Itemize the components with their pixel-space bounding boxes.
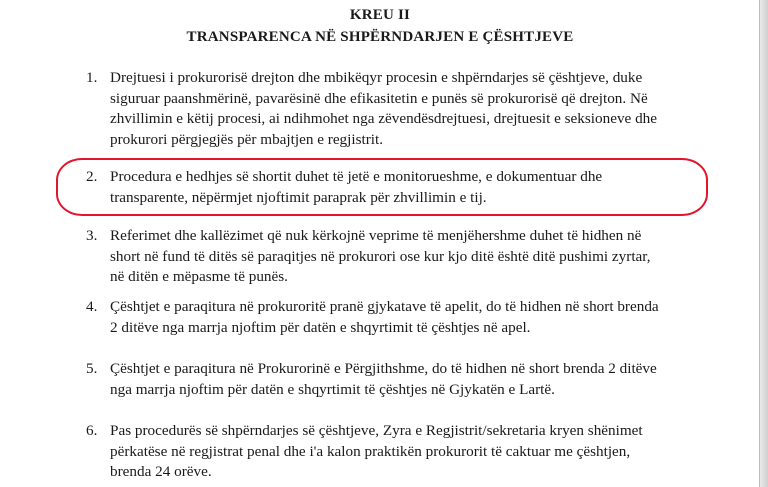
- item-text: [110, 421, 686, 483]
- item-line: zhvillimin e këtij procesi, ai ndihmohet nga zëvendësdrejtuesi, drejtuesit e seksioneve dhe: [110, 110, 658, 127]
- item-line: përkatëse në regjistrat penal dhe i'a kalon praktikën prokurorit të caktuar me çështjen,: [110, 442, 631, 460]
- item-line: Pas procedurës së shpërndarjes së çështjeve, Zyra e Regjistrit/sekretaria kryen shënimet: [110, 422, 643, 439]
- item-text: [110, 68, 686, 150]
- item-line: Procedura e hedhjes së shortit duhet të jetë e monitorueshme, e dokumentuar dhe: [110, 168, 603, 185]
- item-number: 4.: [86, 298, 98, 315]
- chapter-title: TRANSPARENCA NË SHPËRNDARJEN E ÇËSHTJEVE: [186, 29, 574, 45]
- item-number: 2.: [86, 168, 98, 185]
- item-line: 2 ditëve nga marrja njoftim për datën e shqyrtimit të çështjes në apel.: [110, 318, 531, 336]
- item-text: [110, 226, 686, 288]
- item-text: [110, 297, 686, 338]
- item-line: Çështjet e paraqitura në Prokurorinë e Përgjithshme, do të hidhen në short brenda 2 ditëve: [110, 360, 657, 377]
- item-text: [110, 167, 686, 208]
- item-number: 5.: [86, 360, 98, 377]
- item-line: Drejtuesi i prokurorisë drejton dhe mbikëqyr procesin e shpërndarjes së çështjeve, duke: [110, 69, 643, 86]
- item-number: 6.: [86, 422, 98, 439]
- item-line: transparente, nëpërmjet njoftimit paraprak për zhvillimin e tij.: [110, 188, 487, 206]
- item-line: prokurori përgjegjës për mbajtjen e regjistrit.: [110, 130, 384, 148]
- chapter-heading: KREU II: [349, 7, 411, 23]
- page-edge: [759, 0, 768, 487]
- item-line: short në fund të ditës së paraqitjes në prokurori ose kur kjo ditë është ditë pushimi zyrtar,: [110, 247, 651, 265]
- item-line: Referimet dhe kallëzimet që nuk kërkojnë veprime të menjëhershme duhet të hidhen në: [110, 227, 642, 244]
- item-line: nga marrja njoftim për datën e shqyrtimit të çështjes në Gjykatën e Lartë.: [110, 380, 555, 398]
- item-text: [110, 359, 686, 400]
- item-line: në ditën e mëpasme të punës.: [110, 268, 288, 285]
- item-number: 1.: [86, 69, 98, 86]
- item-line: siguruar paanshmërinë, pavarësinë dhe efikasitetin e punës së prokurorisë që drejton. Në: [110, 89, 648, 107]
- item-number: 3.: [86, 227, 98, 244]
- item-line: Çështjet e paraqitura në prokuroritë pranë gjykatave të apelit, do të hidhen në short brenda: [110, 298, 659, 315]
- item-line: brenda 24 orëve.: [110, 463, 212, 480]
